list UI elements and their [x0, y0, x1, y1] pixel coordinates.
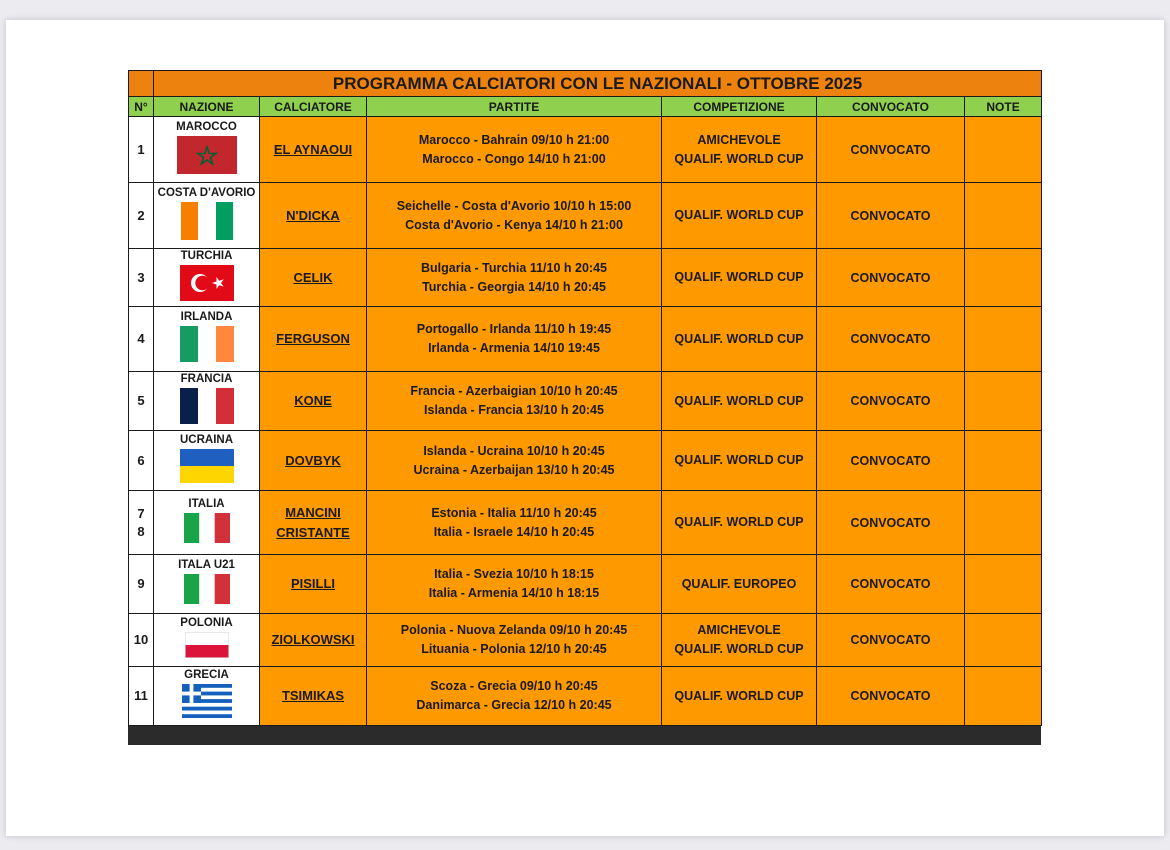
match-line: Bulgaria - Turchia 11/10 h 20:45 [421, 260, 607, 275]
ireland-flag-icon [180, 326, 234, 365]
called-status: CONVOCATO [817, 117, 965, 183]
note-cell[interactable] [965, 183, 1042, 249]
row-number [129, 183, 154, 249]
player-name-link[interactable]: EL AYNAOUI [273, 141, 353, 157]
row-number-value: 8 [137, 523, 145, 539]
note-cell[interactable] [965, 667, 1042, 726]
table-row [129, 491, 1042, 555]
row-number-value: 7 [137, 505, 145, 521]
row-number-value: 4 [137, 331, 145, 346]
called-status: CONVOCATO [817, 249, 965, 307]
table-row [129, 431, 1042, 491]
player-name-link[interactable]: MANCINI [285, 504, 341, 520]
note-cell[interactable] [965, 555, 1042, 614]
row-number-value: 3 [137, 269, 145, 285]
player-cell [260, 667, 367, 726]
match-line: Scoza - Grecia 09/10 h 20:45 [430, 679, 598, 693]
ukraine-flag-icon [180, 449, 234, 486]
header-player: CALCIATORE [260, 97, 367, 117]
competition-value: QUALIF. WORLD CUP [674, 151, 804, 166]
called-status: CONVOCATO [817, 491, 965, 555]
player-name-link[interactable]: DOVBYK [285, 452, 341, 468]
note-cell[interactable] [965, 372, 1042, 431]
sheet-title: PROGRAMMA CALCIATORI CON LE NAZIONALI - OTTOBRE 2025 [154, 71, 1042, 97]
nation-cell [154, 667, 260, 726]
note-cell[interactable] [965, 614, 1042, 667]
competition-value: QUALIF. WORLD CUP [674, 453, 804, 467]
note-cell[interactable] [965, 117, 1042, 183]
competition-value: QUALIF. EUROPEO [681, 576, 797, 591]
header-called: CONVOCATO [817, 97, 965, 117]
match-line: Marocco - Bahrain 09/10 h 21:00 [418, 132, 610, 147]
row-number [129, 614, 154, 667]
nation-cell [154, 307, 260, 372]
row-number-value: 2 [137, 207, 145, 223]
nation-name: TURCHIA [180, 249, 233, 262]
nation-name: IRLANDA [180, 311, 233, 323]
match-line: Portogallo - Irlanda 11/10 h 19:45 [416, 322, 612, 336]
player-cell [260, 183, 367, 249]
title-corner-cell [129, 71, 154, 97]
competition-cell [662, 117, 817, 183]
header-notes: NOTE [965, 97, 1042, 117]
nation-cell [154, 249, 260, 307]
header-nation: NAZIONE [154, 97, 260, 117]
match-line: Seichelle - Costa d'Avorio 10/10 h 15:00 [396, 198, 632, 213]
header-matches: PARTITE [367, 97, 662, 117]
players-schedule-table [128, 70, 1042, 726]
matches-cell [367, 491, 662, 555]
player-cell [260, 555, 367, 614]
match-line: Lituania - Polonia 12/10 h 20:45 [421, 642, 607, 656]
row-number-value: 11 [134, 688, 148, 703]
note-cell[interactable] [965, 431, 1042, 491]
row-number-value: 1 [137, 141, 145, 157]
table-row [129, 117, 1042, 183]
competition-cell [662, 307, 817, 372]
competition-value: AMICHEVOLE [697, 623, 781, 637]
nation-cell [154, 183, 260, 249]
player-cell [260, 431, 367, 491]
match-line: Italia - Israele 14/10 h 20:45 [433, 524, 595, 539]
match-line: Danimarca - Grecia 12/10 h 20:45 [416, 698, 612, 712]
greece-flag-icon [182, 684, 232, 721]
row-number [129, 249, 154, 307]
match-line: Ucraina - Azerbaijan 13/10 h 20:45 [413, 462, 615, 477]
match-line: Italia - Armenia 14/10 h 18:15 [428, 586, 600, 600]
header-competition: COMPETIZIONE [662, 97, 817, 117]
note-cell[interactable] [965, 249, 1042, 307]
nation-cell [154, 555, 260, 614]
bottom-bar [128, 726, 1041, 745]
row-number-value: 10 [133, 632, 149, 647]
nation-name: MAROCCO [176, 120, 237, 133]
player-name-link[interactable]: CELIK [293, 269, 333, 285]
table-row [129, 249, 1042, 307]
matches-cell [367, 614, 662, 667]
poland-flag-icon [185, 632, 229, 661]
matches-cell [367, 431, 662, 491]
called-status: CONVOCATO [817, 372, 965, 431]
italy-flag-icon [184, 574, 230, 607]
table-row [129, 183, 1042, 249]
competition-cell [662, 614, 817, 667]
competition-value: QUALIF. WORLD CUP [674, 688, 804, 703]
row-number-value: 6 [137, 452, 145, 468]
matches-cell [367, 667, 662, 726]
match-line: Francia - Azerbaigian 10/10 h 20:45 [410, 384, 618, 398]
competition-cell [662, 491, 817, 555]
player-name-link[interactable]: FERGUSON [276, 331, 350, 346]
player-cell [260, 372, 367, 431]
header-num: N° [129, 97, 154, 117]
match-line: Estonia - Italia 11/10 h 20:45 [431, 505, 597, 520]
nation-cell [154, 614, 260, 667]
competition-cell [662, 555, 817, 614]
nation-name: GRECIA [184, 669, 229, 681]
match-line: Costa d'Avorio - Kenya 14/10 h 21:00 [405, 217, 623, 232]
competition-value: QUALIF. WORLD CUP [674, 331, 804, 346]
italy-flag-icon [184, 513, 230, 546]
match-line: Marocco - Congo 14/10 h 21:00 [422, 151, 606, 166]
row-number-value: 5 [137, 393, 145, 408]
morocco-flag-icon [177, 136, 237, 177]
row-number [129, 555, 154, 614]
match-line: Polonia - Nuova Zelanda 09/10 h 20:45 [400, 623, 628, 637]
nation-name: POLONIA [180, 617, 233, 629]
nation-cell [154, 431, 260, 491]
competition-cell [662, 249, 817, 307]
france-flag-icon [180, 388, 234, 427]
row-number [129, 491, 154, 555]
matches-cell [367, 555, 662, 614]
player-cell [260, 614, 367, 667]
nation-name: ITALA U21 [178, 559, 235, 571]
player-cell [260, 307, 367, 372]
called-status: CONVOCATO [817, 614, 965, 667]
table-row [129, 555, 1042, 614]
player-cell [260, 117, 367, 183]
competition-value: QUALIF. WORLD CUP [674, 208, 804, 222]
competition-cell [662, 431, 817, 491]
matches-cell [367, 183, 662, 249]
table-row [129, 667, 1042, 726]
nation-name: COSTA D'AVORIO [157, 186, 256, 199]
called-status: CONVOCATO [817, 667, 965, 726]
row-number [129, 117, 154, 183]
match-line: Islanda - Francia 13/10 h 20:45 [424, 403, 604, 417]
competition-value: AMICHEVOLE [697, 132, 781, 147]
competition-value: QUALIF. WORLD CUP [674, 515, 804, 529]
row-number [129, 667, 154, 726]
called-status: CONVOCATO [817, 431, 965, 491]
competition-value: QUALIF. WORLD CUP [674, 642, 804, 656]
match-line: Italia - Svezia 10/10 h 18:15 [434, 567, 594, 581]
note-cell[interactable] [965, 307, 1042, 372]
nation-name: ITALIA [188, 497, 225, 510]
nation-cell [154, 117, 260, 183]
match-line: Islanda - Ucraina 10/10 h 20:45 [423, 443, 605, 458]
player-name-link[interactable]: N'DICKA [286, 207, 340, 223]
match-line: Turchia - Georgia 14/10 h 20:45 [422, 279, 606, 294]
player-name-link[interactable]: ZIOLKOWSKI [271, 632, 355, 647]
competition-value: QUALIF. WORLD CUP [674, 270, 804, 284]
note-cell[interactable] [965, 491, 1042, 555]
nation-name: FRANCIA [180, 373, 233, 385]
row-number [129, 431, 154, 491]
player-cell [260, 249, 367, 307]
player-name-link[interactable]: TSIMIKAS [281, 688, 345, 703]
competition-cell [662, 183, 817, 249]
row-number [129, 372, 154, 431]
matches-cell [367, 117, 662, 183]
called-status: CONVOCATO [817, 307, 965, 372]
turkey-flag-icon [180, 265, 234, 304]
match-line: Irlanda - Armenia 14/10 19:45 [428, 341, 600, 355]
competition-cell [662, 667, 817, 726]
title-row [129, 71, 1042, 97]
called-status: CONVOCATO [817, 183, 965, 249]
nation-cell [154, 372, 260, 431]
player-name-link[interactable]: KONE [294, 393, 332, 408]
table-row [129, 614, 1042, 667]
nation-name: UCRAINA [179, 433, 234, 446]
nation-cell [154, 491, 260, 555]
ivory-coast-flag-icon [181, 202, 233, 243]
competition-cell [662, 372, 817, 431]
player-cell [260, 491, 367, 555]
header-row [129, 97, 1042, 117]
row-number [129, 307, 154, 372]
player-name-link[interactable]: PISILLI [290, 576, 336, 591]
called-status: CONVOCATO [817, 555, 965, 614]
player-name-link[interactable]: CRISTANTE [276, 524, 350, 540]
row-number-value: 9 [137, 576, 145, 591]
table-row [129, 372, 1042, 431]
competition-value: QUALIF. WORLD CUP [674, 393, 804, 408]
matches-cell [367, 372, 662, 431]
matches-cell [367, 249, 662, 307]
matches-cell [367, 307, 662, 372]
table-row [129, 307, 1042, 372]
